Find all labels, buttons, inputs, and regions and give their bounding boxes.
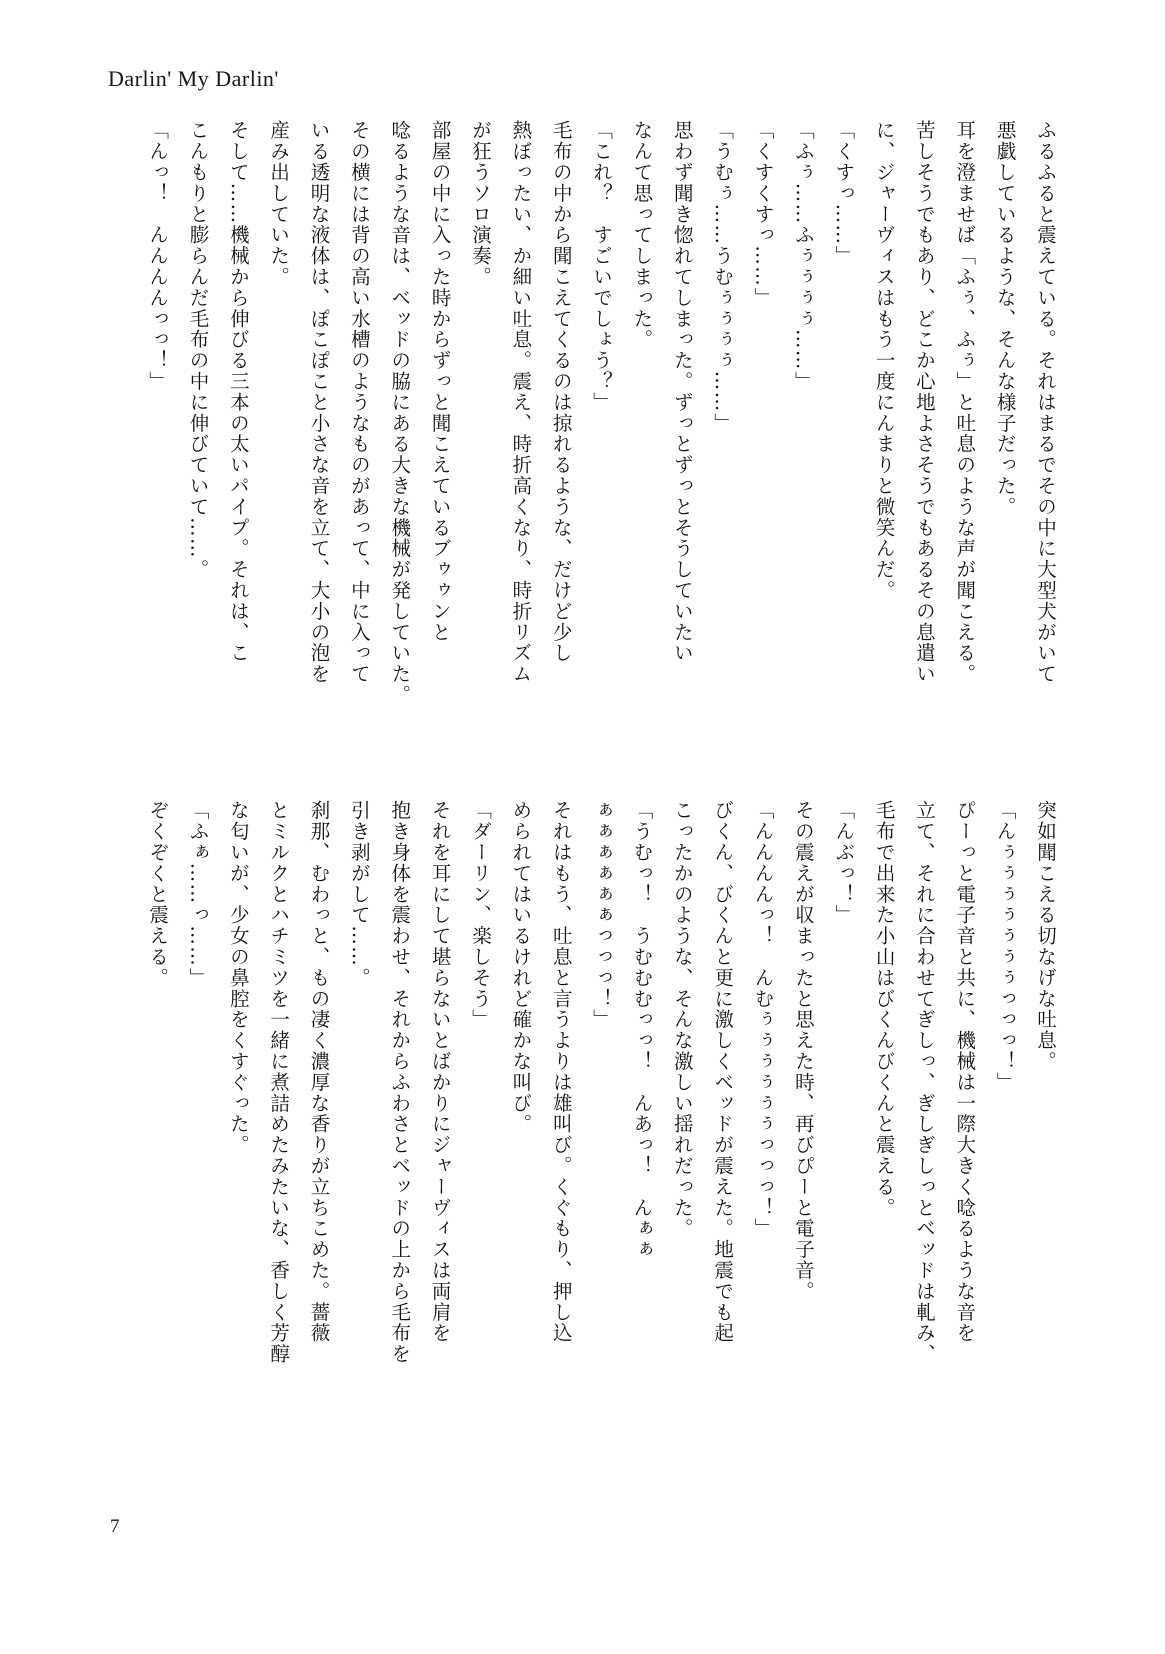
page-header-title: Darlin' My Darlin' — [108, 66, 279, 91]
text-line: 立て、それに合わせてぎしっ、ぎしぎしっとベッドは軋み、 — [912, 800, 936, 1365]
text-line: とミルクとハチミツを一緒に煮詰めたみたいな、香しく芳醇 — [267, 800, 291, 1365]
text-line: その震えが収まったと思えた時、再びぴーと電子音。 — [791, 800, 815, 1302]
text-line: 産み出していた。 — [267, 120, 291, 288]
text-line: ぞくぞくと震える。 — [146, 800, 170, 989]
text-line: そして……機械から伸びる三本の太いパイプ。それは、こ — [226, 120, 250, 664]
text-line: 「くすっ……」 — [832, 120, 856, 267]
text-line: その横には背の高い水槽のようなものがあって、中に入って — [347, 120, 371, 685]
text-line: 「ふぁ……っ……」 — [186, 800, 210, 989]
text-line: 抱き身体を震わせ、それからふわさとベッドの上から毛布を — [388, 800, 412, 1365]
text-line: 「んぅぅぅぅぅぅぅっっっ！」 — [993, 800, 1017, 1093]
text-line: こったかのような、そんな激しい揺れだった。 — [670, 800, 694, 1239]
text-line: なんて思ってしまった。 — [630, 120, 654, 350]
text-line: ぁぁぁぁぁぁっっっ！」 — [590, 800, 614, 1030]
text-line: 部屋の中に入った時からずっと聞こえているブゥゥンと — [428, 120, 452, 643]
text-line: 耳を澄ませば「ふぅ、ふぅ」と吐息のような声が聞こえる。 — [953, 120, 977, 685]
text-line: 悪戯しているような、そんな様子だった。 — [993, 120, 1017, 518]
text-line: 毛布の中から聞こえてくるのは掠れるような、だけど少し — [549, 120, 573, 664]
text-line: 刹那、むわっと、もの凄く濃厚な香りが立ちこめた。薔薇 — [307, 800, 331, 1344]
text-line: 突如聞こえる切なげな吐息。 — [1034, 800, 1057, 1072]
text-line: な匂いが、少女の鼻腔をくすぐった。 — [226, 800, 250, 1156]
text-line: 「んっ！ んんんんっっ！」 — [146, 120, 170, 392]
text-line: ふるふると震えている。それはまるでその中に大型犬がいて — [1034, 120, 1057, 685]
text-line: 思わず聞き惚れてしまった。ずっとずっとそうしていたい — [670, 120, 694, 664]
text-line: 唸るような音は、ベッドの脇にある大きな機械が発していた。 — [388, 120, 412, 706]
text-line: 熱ぼったい、か細い吐息。震え、時折高くなり、時折リズム — [509, 120, 533, 685]
text-line: びくん、びくんと更に激しくベッドが震えた。地震でも起 — [711, 800, 735, 1344]
text-line: 引き剥がして……。 — [347, 800, 371, 989]
text-block-bottom — [125, 800, 1065, 1440]
text-line: められてはいるけれど確かな叫び。 — [509, 800, 533, 1135]
text-line: 「うむぅ……うむぅぅぅぅ……」 — [711, 120, 735, 434]
page-number: 7 — [110, 1516, 120, 1537]
text-line: 「ふぅ……ふぅぅぅぅ……」 — [791, 120, 815, 392]
text-line: 「うむっ！ うむむむっっ！ んあっ！ んぁぁ — [630, 800, 654, 1260]
text-line: 「くすくすっ……」 — [751, 120, 775, 309]
text-line: が狂うソロ演奏。 — [468, 120, 492, 288]
text-line: 「んんんんっ！ んむぅぅぅぅぅぅっっっ！」 — [751, 800, 775, 1239]
text-line: ぴーっと電子音と共に、機械は一際大きく唸るような音を — [953, 800, 977, 1344]
text-block-top — [125, 120, 1065, 760]
text-line: 「んぶっ！」 — [832, 800, 856, 926]
text-line: 「これ？ すごいでしょう？」 — [590, 120, 614, 413]
text-line: 「ダーリン、楽しそう」 — [468, 800, 492, 1030]
text-line: こんもりと膨らんだ毛布の中に伸びていて……。 — [186, 120, 210, 580]
text-line: いる透明な液体は、ぽこぽこと小さな音を立て、大小の泡を — [307, 120, 331, 685]
text-line: 苦しそうでもあり、どこか心地よさそうでもあるその息遣い — [912, 120, 936, 685]
text-line: それを耳にして堪らないとばかりにジャーヴィスは両肩を — [428, 800, 452, 1344]
text-line: 毛布で出来た小山はびくんびくんと震える。 — [872, 800, 896, 1218]
text-line: に、ジャーヴィスはもう一度にんまりと微笑んだ。 — [872, 120, 896, 601]
text-line: それはもう、吐息と言うよりは雄叫び。くぐもり、押し込 — [549, 800, 573, 1344]
